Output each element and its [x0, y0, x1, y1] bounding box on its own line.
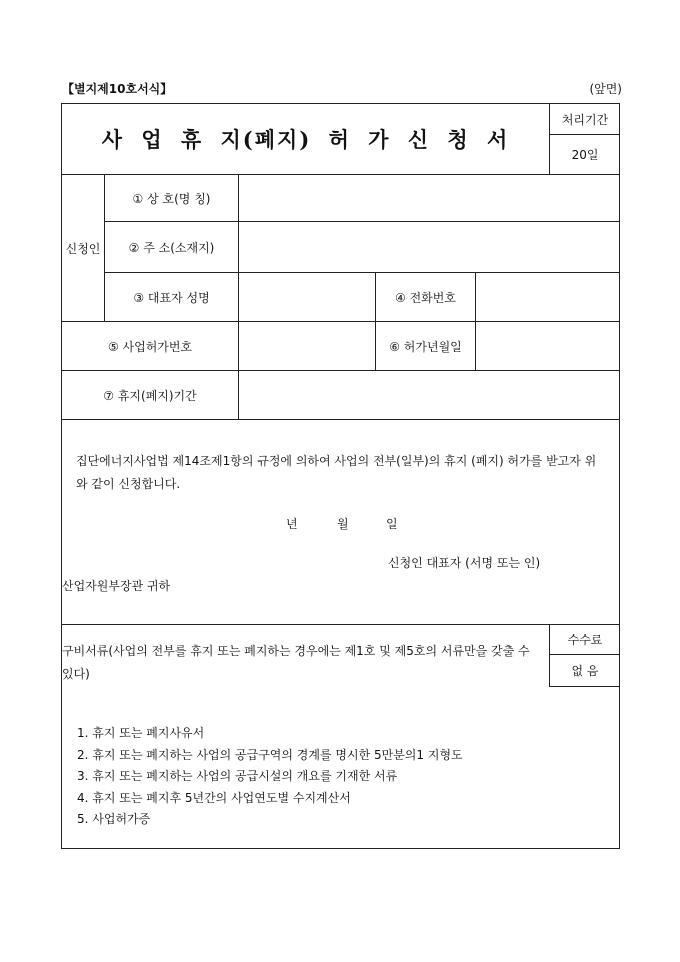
fee-bottom-line — [549, 686, 620, 687]
list-item: 4. 휴지 또는 폐지후 5년간의 사업연도별 수지계산서 — [77, 790, 351, 805]
documents-list — [77, 723, 607, 831]
applicant-group-label: 신청인 — [65, 241, 101, 256]
list-item: 3. 휴지 또는 폐지하는 사업의 공급시설의 개요를 기재한 서류 — [77, 769, 398, 783]
license-number-label: ⑤ 사업허가번호 — [107, 339, 193, 354]
date-year: 년 — [286, 517, 298, 531]
representative-label: ③ 대표자 성명 — [133, 290, 210, 305]
signature-line: 신청인 대표자 (서명 또는 인) — [388, 556, 541, 570]
side-label: (앞면) — [589, 82, 622, 96]
processing-value: 20일 — [571, 148, 599, 162]
form-title: 사 업 휴 지(폐지) 허 가 신 청 서 — [101, 127, 510, 152]
address-label: ② 주 소(소재지) — [128, 240, 215, 255]
fee-label: 수수료 — [567, 633, 603, 647]
phone-label: ④ 전화번호 — [395, 290, 456, 305]
list-item: 5. 사업허가증 — [77, 812, 151, 826]
license-date-label: ⑥ 허가년월일 — [389, 339, 462, 354]
list-item: 1. 휴지 또는 폐지사유서 — [77, 726, 205, 740]
list-item: 2. 휴지 또는 폐지하는 사업의 공급구역의 경계를 명시한 5만분의1 지형도 — [77, 747, 463, 762]
name-label: ① 상 호(명 칭) — [132, 191, 211, 206]
declaration-text: 집단에너지사업법 제14조제1항의 규정에 의하여 사업의 전부(일부)의 휴지 (폐지) 허가를 받고자 위와 같이 신청합니다. — [76, 454, 597, 491]
form-number: 【별지제10호서식】 — [62, 82, 173, 96]
addressee: 산업자원부장관 귀하 — [62, 579, 171, 593]
processing-label: 처리기간 — [561, 112, 609, 127]
date-month: 월 — [337, 517, 349, 531]
documents-heading: 구비서류(사업의 전부를 휴지 또는 폐지하는 경우에는 제1호 및 제5호의 서류만을 갖출 수 있다) — [62, 644, 530, 681]
period-bottom-line — [61, 419, 620, 420]
declaration-bottom-line — [61, 624, 620, 625]
label-column-divider — [238, 174, 239, 419]
fee-value: 없 음 — [571, 664, 599, 678]
period-label: ⑦ 휴지(폐지)기간 — [103, 388, 197, 403]
date-day: 일 — [386, 517, 398, 531]
